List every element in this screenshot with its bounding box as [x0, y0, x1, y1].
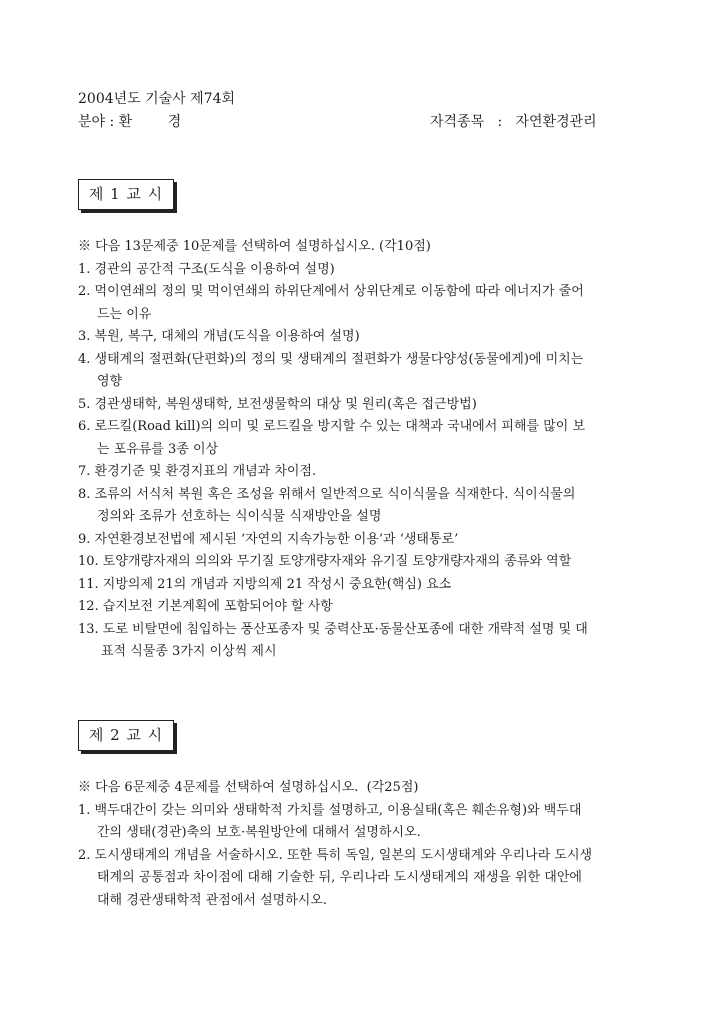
question-item: 4. 생태계의 절편화(단편화)의 정의 및 생태계의 절편화가 생물다양성(동물에게)에 미치는 영향 — [78, 349, 648, 394]
qualification-label: 자격종목 : 자연환경관리 — [430, 114, 597, 130]
question-continuation: 간의 생태(경관)축의 보호·복원방안에 대해서 설명하시오. — [97, 825, 421, 840]
field-label: 분야 : 환 경 — [78, 114, 182, 130]
question-continuation: 태계의 공통점과 차이점에 대해 기술한 뒤, 우리나라 도시생태계의 재생을 위한 대안에 — [97, 870, 582, 885]
question-continuation: 정의와 조류가 선호하는 식이식물 식재방안을 설명 — [97, 509, 382, 524]
question-continuation: 표적 식물종 3가지 이상씩 제시 — [101, 644, 277, 659]
question-item: 11. 지방의제 21의 개념과 지방의제 21 작성시 중요한(핵심) 요소 — [78, 576, 452, 592]
question-item: 3. 복원, 복구, 대체의 개념(도식을 이용하여 설명) — [78, 329, 360, 344]
question-item: 2. 먹이연쇄의 정의 및 먹이연쇄의 하위단계에서 상위단계로 이동함에 따라 에너지가 줄어 드는 이유 — [78, 281, 648, 326]
question-continuation: 드는 이유 — [97, 306, 152, 322]
session2-title-box: 제 2 교 시 — [78, 720, 174, 751]
session1-block — [78, 236, 648, 664]
question-item: 9. 자연환경보전법에 제시된 ‘자연의 지속가능한 이용’과 ‘생태통로’ — [78, 531, 459, 547]
question-item: 2. 도시생태계의 개념을 서술하시오. 또한 특히 독일, 일본의 도시생태계와 우리나라 도시생 태계의 공통점과 차이점에 대해 기술한 뒤, 우리나라 도시생태계의 재생을 위한 대안에 대해 경관생태학적 관점에서 설명하시오. — [78, 845, 648, 913]
question-item: 13. 도로 비탈면에 침입하는 풍산포종자 및 중력산포·동물산포종에 대한 개략적 설명 및 대 표적 식물종 3가지 이상씩 제시 — [78, 619, 648, 664]
question-item: 6. 로드킬(Road kill)의 의미 및 로드킬을 방지할 수 있는 대책과 국내에서 피해를 많이 보 는 포유류를 3종 이상 — [78, 416, 648, 461]
exam-year-title: 2004년도 기술사 제74회 — [78, 91, 236, 107]
session1-instruction: ※ 다음 13문제중 10문제를 선택하여 설명하십시오. (각10점) — [78, 239, 431, 254]
question-item: 8. 조류의 서식처 복원 혹은 조성을 위해서 일반적으로 식이식물을 식재한다. 식이식물의 정의와 조류가 선호하는 식이식물 식재방안을 설명 — [78, 484, 648, 529]
question-item: 10. 토양개량자재의 의의와 무기질 토양개량자재와 유기질 토양개량자재의 종류와 역할 — [78, 554, 572, 569]
question-item: 7. 환경기준 및 환경지표의 개념과 차이점. — [78, 464, 317, 479]
question-continuation: 는 포유류를 3종 이상 — [97, 441, 219, 457]
question-item: 1. 경관의 공간적 구조(도식을 이용하여 설명) — [78, 261, 335, 277]
question-continuation: 대해 경관생태학적 관점에서 설명하시오. — [97, 892, 328, 908]
question-continuation: 영향 — [97, 374, 123, 389]
question-item: 1. 백두대간이 갖는 의미와 생태학적 가치를 설명하고, 이용실태(혹은 훼손유형)와 백두대 간의 생태(경관)축의 보호·복원방안에 대해서 설명하시오. — [78, 800, 648, 845]
question-item: 12. 습지보전 기본계획에 포함되어야 할 사항 — [78, 599, 333, 614]
session1-title-box: 제 1 교 시 — [78, 179, 174, 210]
session2-block — [78, 777, 648, 912]
session2-instruction: ※ 다음 6문제중 4문제를 선택하여 설명하십시오. (각25점) — [78, 780, 419, 795]
exam-field-line — [78, 111, 638, 131]
question-item: 5. 경관생태학, 복원생태학, 보전생물학의 대상 및 원리(혹은 접근방법) — [78, 396, 477, 412]
